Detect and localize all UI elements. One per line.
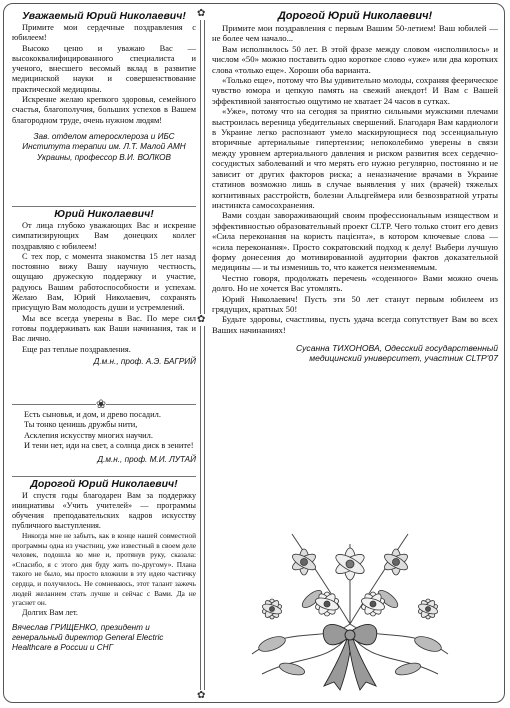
paragraph: Искренне желаю крепкого здоровья, семейного счастья, благополучия, больших успехов в Вашем благородном труде, очень нужном людям! xyxy=(12,95,196,125)
signature: Вячеслав ГРИЩЕНКО, президент и генеральный директор General Electric Healthcare в России и СНГ xyxy=(12,622,164,653)
paragraph: Примите мои поздравления с первым Вашим 50-летием! Ваш юбилей — не более чем начало... xyxy=(212,23,498,44)
section-divider xyxy=(12,206,196,207)
paragraph: Вами создан завораживающий своим профессиональным изяществом и эффективностью образовательный проект CLTP. Чего только стоит его девиз «Сила переконання на користь пацієнта», в котором ключевые слова — «сила переконання». Просто сократовский подход к делу! Выбери лучшую форму донесения до мотивированной аудитории фактов доказательной медицины — и ты изменишь то, что кажется неизменяемым. xyxy=(212,210,498,273)
paragraph: Еще раз теплые поздравления. xyxy=(22,344,131,354)
poem-line: Асклепия искусству многих научил. xyxy=(24,430,153,440)
ornament-middle-icon: ✿ xyxy=(197,314,206,325)
paragraph: Мы все всегда уверены в Вас. По мере сил готовы поддерживать как Ваши начинания, так и Вас лично. xyxy=(12,313,196,344)
letter-title: Дорогой Юрий Николаевич! xyxy=(277,10,433,22)
poem-line: И тени нет, иди на свет, а солнца диск в зените! xyxy=(24,440,194,450)
paragraph: Честно говоря, продолжать перечень «соденного» Вами можно очень долго. Но не хочется Вас утомлять. xyxy=(212,272,498,294)
paragraph: Высоко ценю и уважаю Вас — высококвалифицированного специалиста и ученого, внесшего весомый вклад в развитие медицинской науки и совершенствование практической медицины. xyxy=(12,43,196,94)
paragraph: «Уже», потому что на сегодня за приятно сильными мужскими плечами выстроилась вереница убедительных свершений. Благодаря Вам кардиологи в Украине легко распознают умело маскирующиеся под эссенциальную вторичные артериальные гипертензии; непоколебимо уверены в связи между уровнем артериального давления и риском развития всех сердечно-сосудистых заболеваний и что мерять его нужно регулярно, постоянно и не зависит от других факторов риска; а неназначение врачами в Украине статинов возможно лишь в случае выявления у них (врачей) тяжелых когнитивных расстройств, болезни Альцгеймера или безвозвратной утраты инстинкта самосохранения. xyxy=(212,106,498,210)
signature: Д.м.н., проф. М.И. ЛУТАЙ xyxy=(97,455,196,465)
paragraph: Никогда мне не забыть, как в конце нашей совместной программы одна из участниц, уже известный в своем деле человек, подошла ко мне и, протянув руку, сказала: «Спасибо, я с этого дня буду жить по-другому». Плана такого не было, мы просто вложили в эту идею частичку сердца, и получилось. Не сомневаюсь, этот талант зажечь людей желанием стать лучше и сейчас с Вами. Да не угаснет он. xyxy=(12,531,196,608)
ornament-bottom-icon: ✿ xyxy=(197,690,206,701)
paragraph: Вам исполнилось 50 лет. В этой фразе между словом «исполнилось» и числом «50» можно поставить одно короткое слово «уже» или два коротких слова «только еще». Хороши оба варианта. xyxy=(212,43,498,75)
paragraph: Юрий Николаевич! Пусть эти 50 лет станут первым юбилеем из грядущих, кратных 50! xyxy=(212,293,498,314)
letter-grishchenko xyxy=(12,478,196,654)
letter-lutay xyxy=(12,410,196,465)
signature: Зав. отделом атеросклероза и ИБС Института терапии им. Л.Т. Малой АМН Украины, профессор В.И. ВОЛКОВ xyxy=(22,131,186,162)
column-divider xyxy=(200,10,205,698)
paragraph: Примите мои сердечные поздравления с юбилеем! xyxy=(12,23,196,43)
letter-bagriy xyxy=(12,208,196,367)
paragraph: «Только еще», потому что Вы удивительно молоды, сохраняя феерическое чувство юмора и цепкую память на свежий анекдот! И Вам с Вашей эффективной занятостью ощутимо не хватает 24 часов в сутках. xyxy=(212,75,498,106)
letter-volkov xyxy=(12,10,196,163)
signature: Сусанна ТИХОНОВА, Одесский государственный медицинский университет, участник CLTP'07 xyxy=(295,343,498,364)
signature: Д.м.н., проф. А.Э. БАГРИЙ xyxy=(93,356,196,366)
letter-title: Дорогой Юрий Николаевич! xyxy=(30,478,178,490)
letter-title: Уважаемый Юрий Николаевич! xyxy=(22,10,186,22)
flower-ornament-icon: ❀ xyxy=(96,397,107,411)
paragraph: Будьте здоровы, счастливы, пусть удача всегда сопутствует Вам во всех Ваших начинаниях! xyxy=(212,314,498,335)
paragraph: Долгих Вам лет. xyxy=(22,607,78,617)
letter-tikhonova xyxy=(212,10,498,364)
paragraph: И спустя годы благодарен Вам за поддержку инициативы «Учить учителей» — программы обучения преподавательских кадров искусству публичного выступления. xyxy=(12,491,196,530)
poem-line: Есть сыновья, и дом, и древо посадил. xyxy=(24,410,161,419)
paragraph: С тех пор, с момента знакомства 15 лет назад постоянно вижу Вашу научную честность, ощущаю дружескую поддержку и участие, радуюсь Вашим работоспособности и успехам. Желаю Вам, Юрий Николаевич, сохранять присущую Вам молодость души и устремлений. xyxy=(12,251,196,313)
section-divider xyxy=(12,476,196,477)
ornament-top-icon: ✿ xyxy=(197,8,206,19)
poem-line: Ты тонко ценишь дружбы нити, xyxy=(24,420,138,430)
flower-bouquet-illustration xyxy=(232,504,468,696)
letter-title: Юрий Николаевич! xyxy=(54,208,154,220)
paragraph: От лица глубоко уважающих Вас и искренне симпатизирующих Вам донецких коллег поздравляю с юбилеем! xyxy=(12,221,196,251)
